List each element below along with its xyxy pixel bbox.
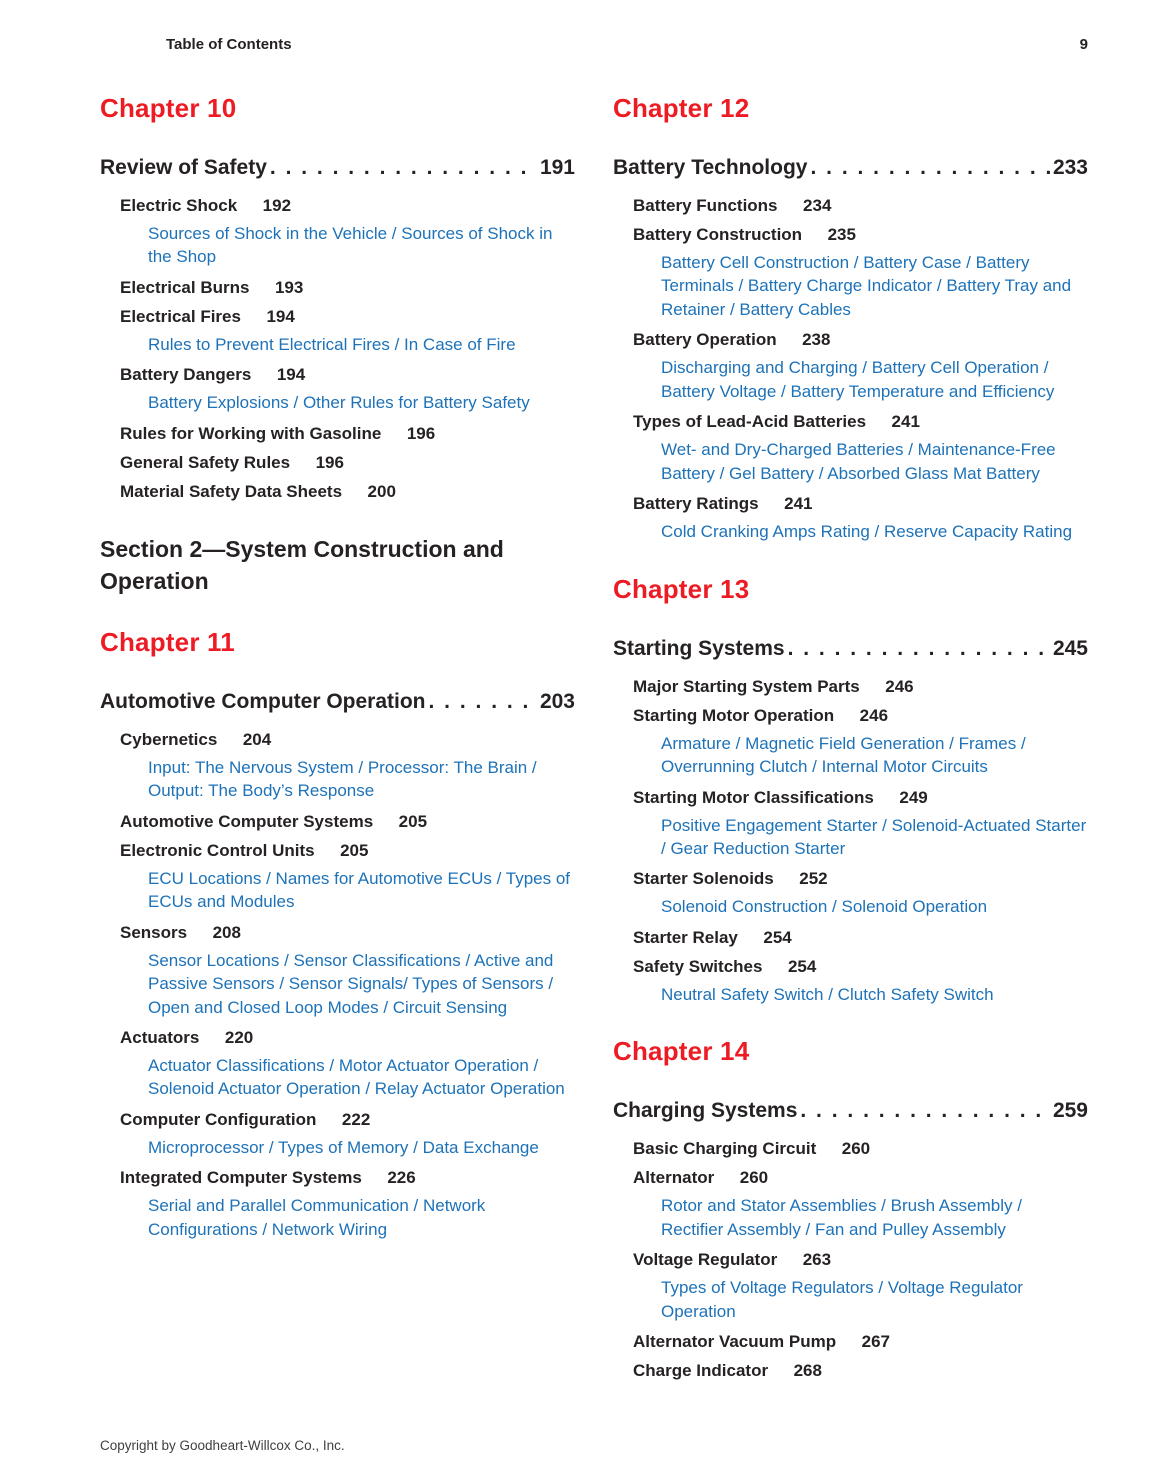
toc-main-entry: [613, 1099, 1088, 1123]
toc-subtopics: Microprocessor / Types of Memory / Data Exchange: [148, 1137, 539, 1157]
toc-entry-page: 254: [787, 956, 817, 976]
toc-entry-page: 220: [224, 1027, 254, 1047]
toc-entry-title: Charge Indicator: [633, 1361, 769, 1381]
dot-leader: [429, 690, 537, 714]
toc-entry-page: 260: [739, 1168, 769, 1188]
toc-entry-page: 194: [276, 365, 306, 385]
toc-entry: [120, 192, 575, 221]
toc-entry-title: Battery Construction: [633, 225, 803, 244]
toc-subtopics: Neutral Safety Switch / Clutch Safety Switch: [661, 984, 994, 1004]
toc-main-title: Battery Technology: [613, 156, 808, 179]
toc-entry-page: 208: [212, 922, 241, 942]
toc-entry: [120, 919, 575, 948]
dot-leader: [800, 1099, 1050, 1123]
page-header: [100, 36, 1088, 53]
toc-entry-page: 196: [406, 423, 436, 443]
toc-column-right: [613, 63, 1088, 1386]
toc-main-title: Review of Safety: [100, 156, 267, 179]
toc-main-title: Charging Systems: [613, 1099, 798, 1123]
toc-main-entry: [100, 156, 575, 180]
toc-entry: [633, 924, 1088, 953]
page-number: 9: [1079, 36, 1088, 53]
toc-columns: [100, 63, 1088, 1386]
toc-column-left: [100, 63, 575, 1386]
toc-entry: [633, 1246, 1088, 1275]
toc-entry: [120, 420, 575, 449]
toc-entry-page: 249: [899, 787, 928, 807]
toc-entry-title: Electric Shock: [120, 196, 238, 215]
section-heading: Section 2—System Construction and Operation: [100, 535, 504, 594]
toc-entry-page: 252: [799, 869, 828, 889]
page-header-title: Table of Contents: [166, 36, 292, 53]
toc-entry: [633, 702, 1088, 731]
toc-entry-page: 192: [262, 196, 292, 215]
toc-entry-title: Integrated Computer Systems: [120, 1168, 362, 1188]
toc-subtopics: Positive Engagement Starter / Solenoid-Actuated Starter / Gear Reduction Starter: [661, 815, 1087, 858]
toc-main-entry: [100, 690, 575, 714]
toc-entry-title: Electrical Fires: [120, 306, 241, 326]
toc-entry-title: Automotive Computer Systems: [120, 811, 374, 831]
toc-entry-title: Safety Switches: [633, 956, 763, 976]
toc-entry-page: 254: [763, 927, 792, 947]
toc-entry-page: 263: [802, 1250, 832, 1270]
toc-entry-page: 267: [861, 1332, 890, 1352]
toc-entry: [120, 1164, 575, 1193]
toc-entry-page: 260: [841, 1139, 871, 1159]
toc-entry-title: Sensors: [120, 922, 188, 942]
toc-entry: [120, 303, 575, 332]
toc-entry-page: 205: [398, 811, 428, 831]
toc-subtopics: Rules to Prevent Electrical Fires / In Case of Fire: [148, 334, 516, 354]
toc-subtopics: Wet- and Dry-Charged Batteries / Maintenance-Free Battery / Gel Battery / Absorbed Glass Mat Battery: [661, 440, 1056, 483]
toc-main-page: 233: [1052, 156, 1088, 179]
toc-entry-title: Battery Operation: [633, 330, 777, 350]
toc-entry-title: Computer Configuration: [120, 1109, 317, 1129]
toc-subtopics: Battery Explosions / Other Rules for Battery Safety: [148, 393, 530, 413]
chapter-heading: Chapter 10: [100, 93, 237, 123]
toc-entry-page: 246: [885, 676, 914, 696]
toc-entry-title: Battery Dangers: [120, 365, 252, 385]
chapter-heading: Chapter 12: [613, 93, 750, 123]
footer-copyright: Copyright by Goodheart-Willcox Co., Inc.: [100, 1438, 345, 1453]
toc-entry: [120, 1106, 575, 1135]
toc-entry-title: Battery Functions: [633, 196, 778, 215]
toc-entry: [633, 408, 1088, 437]
toc-entry-title: Material Safety Data Sheets: [120, 481, 343, 501]
toc-entry: [120, 274, 575, 303]
chapter-heading: Chapter 13: [613, 573, 750, 604]
toc-entry-title: Voltage Regulator: [633, 1250, 778, 1270]
toc-subtopics: Sensor Locations / Sensor Classifications / Active and Passive Sensors / Sensor Signals/ Types of Sensors / Open and Closed Loop Modes / Circuit Sensing: [148, 950, 554, 1017]
toc-entry-page: 226: [387, 1168, 416, 1188]
toc-subtopics: Sources of Shock in the Vehicle / Sources of Shock in the Shop: [148, 224, 553, 267]
toc-entry-title: Electrical Burns: [120, 277, 250, 297]
toc-entry-page: 193: [274, 277, 304, 297]
toc-entry: [120, 726, 575, 755]
toc-entry-page: 268: [793, 1361, 822, 1381]
toc-subtopics: Armature / Magnetic Field Generation / Frames / Overrunning Clutch / Internal Motor Circuits: [661, 733, 1026, 777]
toc-entry-title: General Safety Rules: [120, 452, 291, 472]
toc-entry: [120, 808, 575, 837]
toc-entry-page: 246: [859, 705, 889, 725]
toc-entry-page: 241: [784, 494, 813, 514]
toc-main-entry: [613, 637, 1088, 661]
toc-entry-title: Starter Relay: [633, 927, 738, 947]
toc-entry: [633, 1164, 1088, 1193]
toc-entry: [633, 326, 1088, 355]
toc-entry-title: Electronic Control Units: [120, 840, 315, 860]
toc-entry-page: 241: [891, 412, 920, 432]
toc-entry: [120, 478, 575, 507]
toc-entry-title: Actuators: [120, 1027, 200, 1047]
toc-main-entry: [613, 156, 1088, 180]
toc-entry-title: Starter Solenoids: [633, 869, 774, 889]
toc-subtopics: ECU Locations / Names for Automotive ECUs / Types of ECUs and Modules: [148, 868, 571, 912]
toc-subtopics: Types of Voltage Regulators / Voltage Regulator Operation: [661, 1278, 1023, 1321]
toc-entry: [633, 673, 1088, 702]
toc-entry-page: 238: [802, 330, 831, 350]
toc-entry: [633, 1328, 1088, 1357]
dot-leader: [270, 156, 537, 180]
toc-subtopics: Cold Cranking Amps Rating / Reserve Capacity Rating: [661, 522, 1073, 542]
toc-subtopics: Input: The Nervous System / Processor: The Brain / Output: The Body’s Response: [148, 757, 537, 801]
dot-leader: [810, 156, 1049, 180]
toc-main-title: Starting Systems: [613, 636, 785, 660]
toc-entry-title: Starting Motor Operation: [633, 705, 835, 725]
chapter-heading: Chapter 11: [100, 626, 235, 657]
toc-entry: [633, 865, 1088, 894]
toc-entry-page: 200: [367, 481, 396, 501]
toc-entry: [120, 449, 575, 478]
toc-entry-title: Basic Charging Circuit: [633, 1139, 817, 1159]
toc-entry-title: Major Starting System Parts: [633, 676, 860, 696]
toc-entry-page: 234: [803, 196, 832, 215]
toc-entry-title: Alternator Vacuum Pump: [633, 1332, 837, 1352]
toc-entry: [120, 361, 575, 390]
toc-entry-page: 235: [827, 225, 856, 244]
toc-subtopics: Serial and Parallel Communication / Network Configurations / Network Wiring: [148, 1196, 486, 1239]
toc-subtopics: Solenoid Construction / Solenoid Operation: [661, 897, 988, 917]
toc-entry-title: Alternator: [633, 1168, 715, 1188]
toc-entry-title: Battery Ratings: [633, 494, 759, 514]
toc-entry: [633, 953, 1088, 982]
toc-entry-title: Types of Lead-Acid Batteries: [633, 412, 867, 432]
toc-subtopics: Actuator Classifications / Motor Actuator Operation / Solenoid Actuator Operation / Relay Actuator Operation: [148, 1055, 565, 1099]
toc-entry-page: 194: [266, 306, 295, 326]
toc-entry-page: 205: [340, 840, 369, 860]
toc-entry: [633, 1357, 1088, 1386]
toc-entry-title: Rules for Working with Gasoline: [120, 423, 382, 443]
toc-subtopics: Battery Cell Construction / Battery Case / Battery Terminals / Battery Charge Indicator / Battery Tray and Retainer / Battery Cables: [661, 253, 1072, 319]
toc-main-page: 203: [539, 689, 575, 713]
toc-entry: [633, 221, 1088, 250]
toc-entry: [120, 1024, 575, 1053]
toc-entry-title: Starting Motor Classifications: [633, 787, 874, 807]
chapter-heading: Chapter 14: [613, 1036, 750, 1067]
toc-main-page: 245: [1052, 636, 1088, 660]
toc-entry: [120, 837, 575, 866]
toc-subtopics: Discharging and Charging / Battery Cell Operation / Battery Voltage / Battery Temperature and Efficiency: [661, 358, 1055, 401]
toc-entry: [633, 490, 1088, 519]
toc-entry-page: 196: [315, 452, 344, 472]
toc-subtopics: Rotor and Stator Assemblies / Brush Assembly / Rectifier Assembly / Fan and Pulley Assembly: [661, 1196, 1022, 1239]
toc-entry-page: 222: [341, 1109, 371, 1129]
toc-entry-page: 204: [242, 729, 272, 749]
toc-entry-title: Cybernetics: [120, 729, 218, 749]
toc-entry: [633, 1135, 1088, 1164]
toc-main-page: 259: [1052, 1099, 1088, 1123]
toc-entry: [633, 784, 1088, 813]
toc-main-title: Automotive Computer Operation: [100, 689, 426, 713]
dot-leader: [788, 637, 1050, 661]
toc-entry: [633, 192, 1088, 221]
toc-main-page: 191: [539, 156, 575, 179]
